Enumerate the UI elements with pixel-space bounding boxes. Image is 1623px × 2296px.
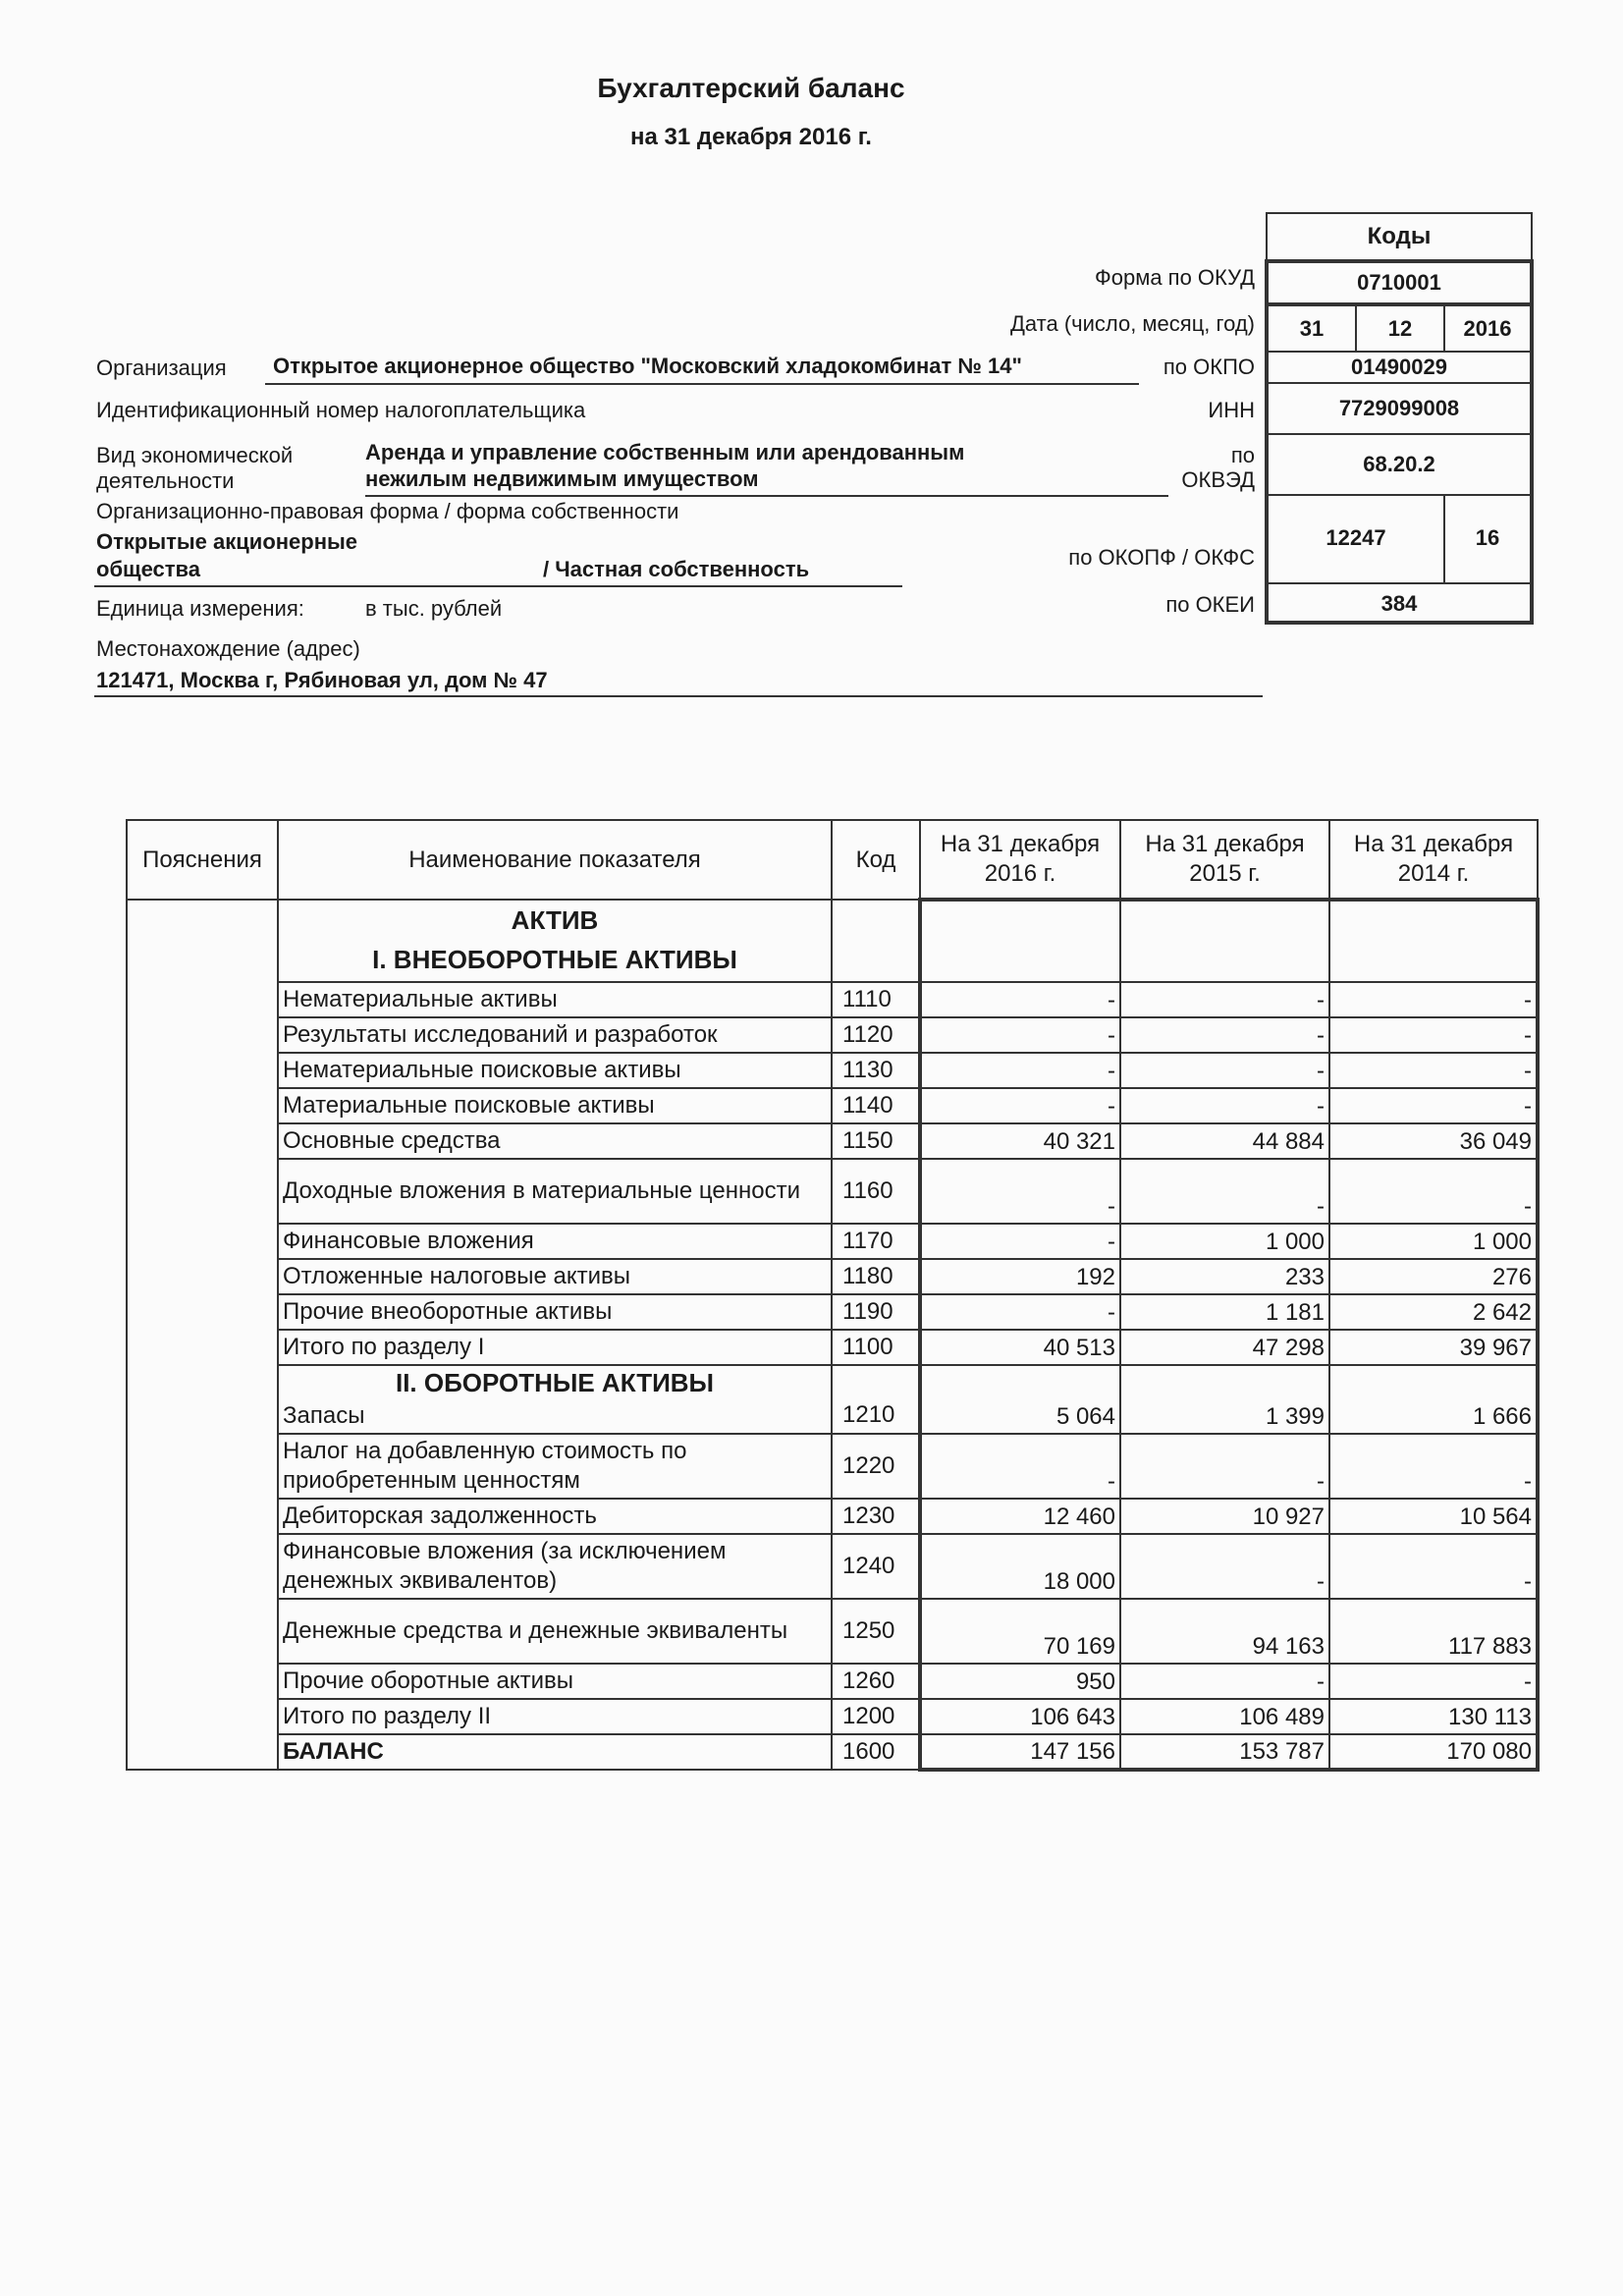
legal-form-value-1: Открытые акционерные — [96, 529, 358, 554]
address-underline — [94, 695, 1263, 697]
table-row: Прочие внеоборотные активы 1190 - 1 181 2 642 — [127, 1294, 1538, 1330]
legal-form-label: Организационно-правовая форма / форма собственности — [96, 499, 679, 523]
activity-label-2: деятельности — [96, 468, 235, 493]
legal-form-underline — [94, 585, 902, 587]
col-name: Наименование показателя — [278, 820, 832, 900]
balance-table — [126, 819, 1540, 1772]
org-name: Открытое акционерное общество "Московский хладокомбинат № 14" — [273, 354, 1022, 378]
table-row: Налог на добавленную стоимость по приобретенным ценностям 1220 - - - — [127, 1434, 1538, 1499]
date-year: 2016 — [1444, 304, 1532, 352]
notes-column-cell — [127, 900, 278, 1770]
table-row: Результаты исследований и разработок 1120 - - - — [127, 1017, 1538, 1053]
section-header-row — [127, 900, 1538, 982]
table-row: Финансовые вложения (за исключением денежных эквивалентов) 1240 18 000 - - — [127, 1534, 1538, 1599]
okopf-label: по ОКОПФ / ОКФС — [1068, 545, 1255, 570]
balance-total-row: БАЛАНС 1600 147 156 153 787 170 080 — [127, 1734, 1538, 1770]
okved-label-2: ОКВЭД — [1181, 467, 1255, 492]
date-month: 12 — [1356, 304, 1444, 352]
okved-label-1: по — [1230, 443, 1255, 467]
date-day: 31 — [1267, 304, 1356, 352]
table-row: Прочие оборотные активы 1260 950 - - — [127, 1664, 1538, 1699]
table-row: Нематериальные поисковые активы 1130 - - - — [127, 1053, 1538, 1088]
okei-label: по ОКЕИ — [1165, 592, 1255, 617]
okei-code: 384 — [1267, 583, 1532, 623]
section-2-heading: II. ОБОРОТНЫЕ АКТИВЫ — [395, 1368, 715, 1397]
activity-label-1: Вид экономической — [96, 443, 294, 467]
unit-value: в тыс. рублей — [365, 596, 503, 621]
okopf-code: 12247 — [1267, 495, 1444, 583]
unit-label: Единица измерения: — [96, 596, 304, 621]
taxpayer-id-label: Идентификационный номер налогоплательщика — [96, 398, 586, 422]
table-row: Отложенные налоговые активы 1180 192 233 276 — [127, 1259, 1538, 1294]
legal-form-value-2: общества — [96, 557, 201, 581]
table-row: Материальные поисковые активы 1140 - - - — [127, 1088, 1538, 1123]
col-2015: На 31 декабря 2015 г. — [1120, 820, 1329, 900]
table-header-row — [127, 820, 1538, 900]
org-underline — [265, 383, 1139, 385]
col-2014: На 31 декабря 2014 г. — [1329, 820, 1538, 900]
inn-code: 7729099008 — [1267, 383, 1532, 434]
date-label: Дата (число, месяц, год) — [1009, 311, 1255, 336]
address-value: 121471, Москва г, Рябиновая ул, дом № 47 — [96, 668, 548, 692]
activity-value-1: Аренда и управление собственным или арендованным — [365, 440, 965, 465]
okfs-code: 16 — [1444, 495, 1532, 583]
ownership-value: / Частная собственность — [543, 557, 810, 581]
col-notes: Пояснения — [127, 820, 278, 900]
address-label: Местонахождение (адрес) — [96, 636, 360, 661]
document-title: Бухгалтерский баланс — [597, 73, 905, 103]
subtotal-row-1: Итого по разделу I 1100 40 513 47 298 39 967 — [127, 1330, 1538, 1365]
table-row: Финансовые вложения 1170 - 1 000 1 000 — [127, 1224, 1538, 1259]
table-row: Основные средства 1150 40 321 44 884 36 049 — [127, 1123, 1538, 1159]
codes-header: Коды — [1267, 213, 1532, 261]
document-subtitle: на 31 декабря 2016 г. — [630, 124, 872, 150]
activity-underline — [365, 495, 1168, 497]
codes-box — [1265, 212, 1534, 625]
okud-label: Форма по ОКУД — [1095, 265, 1255, 290]
subtotal-row-2: Итого по разделу II 1200 106 643 106 489 130 113 — [127, 1699, 1538, 1734]
okved-code: 68.20.2 — [1267, 434, 1532, 495]
table-row: Денежные средства и денежные эквиваленты 1250 70 169 94 163 117 883 — [127, 1599, 1538, 1664]
okpo-code: 01490029 — [1267, 352, 1532, 383]
inn-code-label: ИНН — [1208, 398, 1255, 422]
org-label: Организация — [96, 355, 227, 380]
col-code: Код — [832, 820, 920, 900]
table-row: II. ОБОРОТНЫЕ АКТИВЫ Запасы 1210 5 064 1 399 1 666 — [127, 1365, 1538, 1434]
table-row: Нематериальные активы 1110 - - - — [127, 982, 1538, 1017]
okpo-label: по ОКПО — [1163, 355, 1255, 379]
table-row: Доходные вложения в материальные ценности 1160 - - - — [127, 1159, 1538, 1224]
okud-code: 0710001 — [1267, 261, 1532, 304]
table-row: Дебиторская задолженность 1230 12 460 10 927 10 564 — [127, 1499, 1538, 1534]
activity-value-2: нежилым недвижимым имуществом — [365, 466, 759, 491]
col-2016: На 31 декабря 2016 г. — [920, 820, 1120, 900]
aktiv-heading: АКТИВ I. ВНЕОБОРОТНЫЕ АКТИВЫ — [278, 900, 832, 982]
